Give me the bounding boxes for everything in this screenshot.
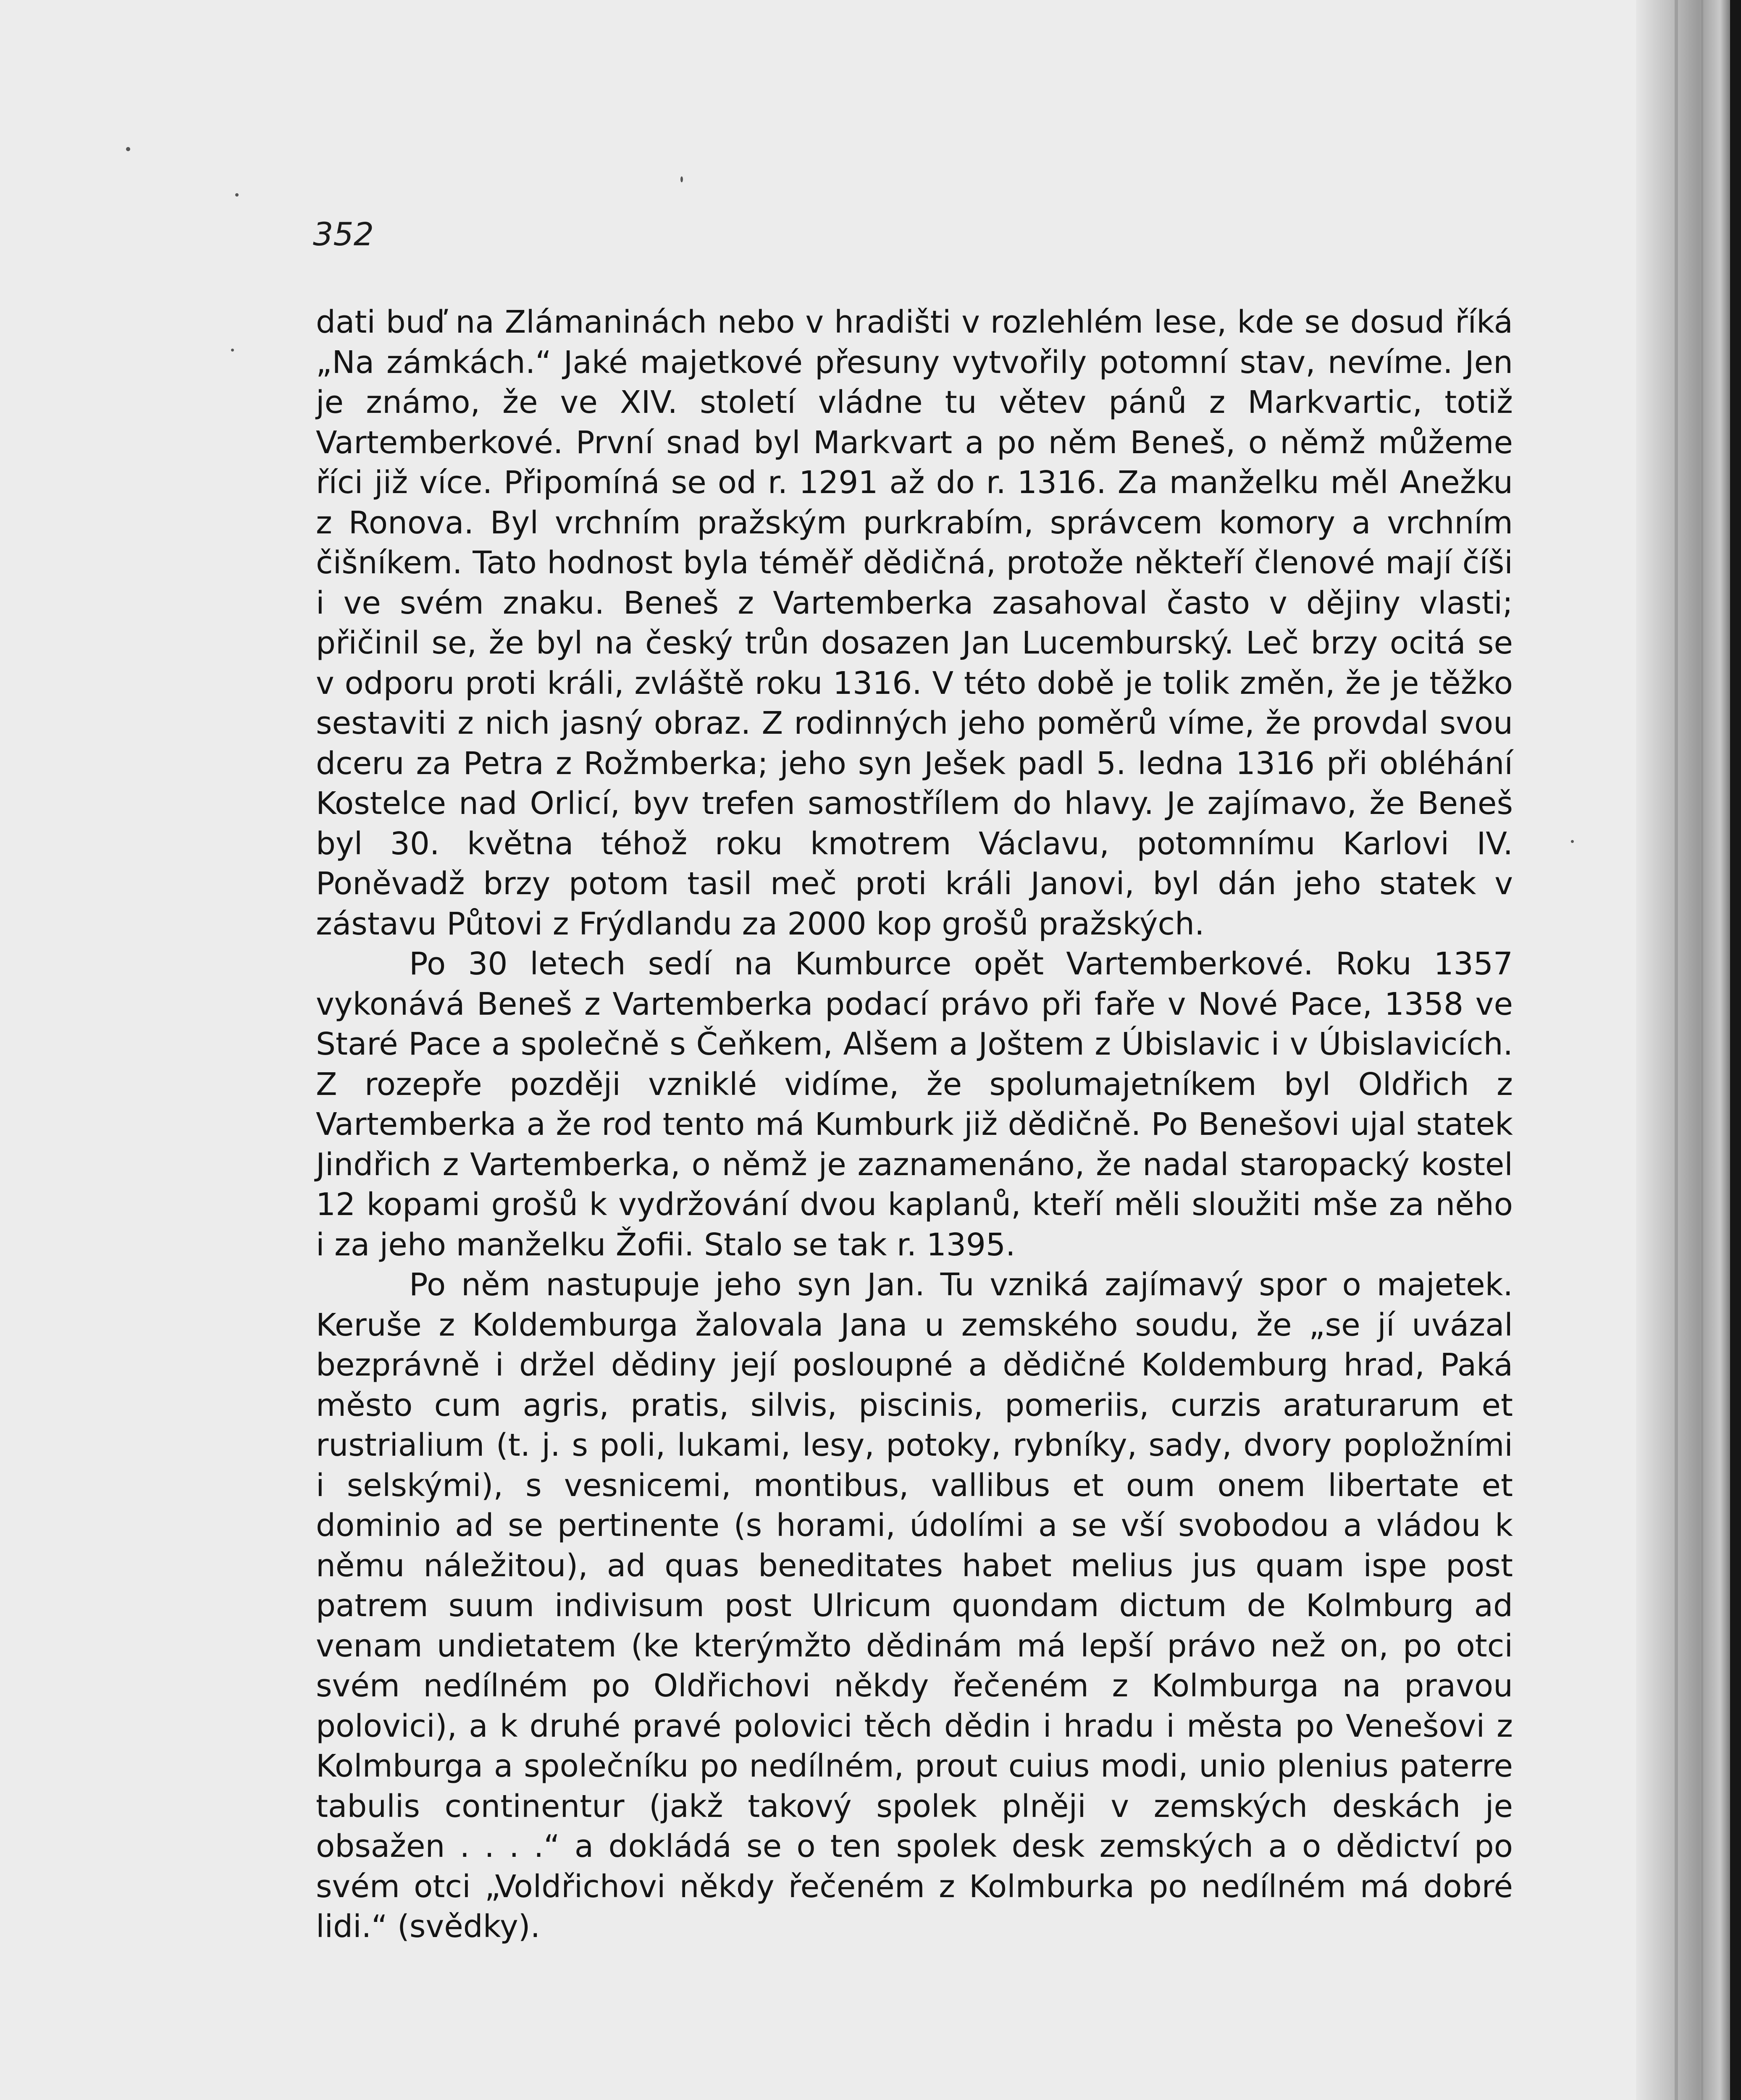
page-edge-shadow	[1636, 0, 1741, 2100]
page-edge-line	[1701, 0, 1703, 2100]
body-text	[316, 302, 1513, 1947]
dust-speck	[126, 147, 130, 151]
dust-speck	[231, 349, 234, 352]
paragraph: Po 30 letech sedí na Kumburce opět Vartemberkové. Roku 1357 vykonává Beneš z Vartemberka podací právo při faře v Nové Pace, 1358 ve Staré Pace a společně s Čeňkem, Alšem a Joštem z Úbislavic i v Úbislavicích. Z rozepře později vzniklé vidíme, že spolumajetníkem byl Oldřich z Vartemberka a že rod tento má Kumburk již dědičně. Po Benešovi ujal statek Jindřich z Vartemberka, o němž je zaznamenáno, že nadal staropacký kostel 12 kopami grošů k vydržování dvou kaplanů, kteří měli sloužiti mše za něho i za jeho manželku Žofii. Stalo se tak r. 1395.	[316, 946, 1513, 1263]
dust-speck	[1571, 840, 1574, 843]
dust-speck	[235, 193, 239, 197]
dust-speck	[680, 176, 683, 182]
page-edge-line	[1675, 0, 1678, 2100]
page-number: 352	[313, 215, 374, 253]
paragraph: dati buď na Zlámaninách nebo v hradišti v rozlehlém lese, kde se dosud říká „Na zámkách.“ Jaké majetkové přesuny vytvořily potomní stav, nevíme. Jen je známo, že ve XIV. století vládne tu větev pánů z Markvartic, totiž Vartemberkové. První snad byl Markvart a po něm Beneš, o němž můžeme říci již více. Připomíná se od r. 1291 až do r. 1316. Za manželku měl Anežku z Ronova. Byl vrchním pražským purkrabím, správcem komory a vrchním čišníkem. Tato hodnost byla téměř dědičná, protože někteří členové mají číši i ve svém znaku. Beneš z Vartemberka zasahoval často v dějiny vlasti; přičinil se, že byl na český trůn dosazen Jan Lucemburský. Leč brzy ocitá se v odporu proti králi, zvláště roku 1316. V této době je tolik změn, že je těžko sestaviti z nich jasný obraz. Z rodinných jeho poměrů víme, že provdal svou dceru za Petra z Rožmberka; jeho syn Ješek padl 5. ledna 1316 při obléhání Kostelce nad Orlicí, byv trefen samostřílem do hlavy. Je zajímavo, že Beneš byl 30. května téhož roku kmotrem Václavu, potomnímu Karlovi IV. Poněvadž brzy potom tasil meč proti králi Janovi, byl dán jeho statek v zástavu Půtovi z Frýdlandu za 2000 kop grošů pražských.	[316, 304, 1513, 942]
scan-border	[1730, 0, 1741, 2100]
paragraph: Po něm nastupuje jeho syn Jan. Tu vzniká zajímavý spor o majetek. Keruše z Koldemburga žalovala Jana u zemského soudu, že „se jí uvázal bezprávně i držel dědiny její posloupné a dědičné Koldemburg hrad, Paká město cum agris, pratis, silvis, piscinis, pomeriis, curzis araturarum et rustrialium (t. j. s poli, lukami, lesy, potoky, rybníky, sady, dvory popložními i selskými), s vesnicemi, montibus, vallibus et oum onem libertate et dominio ad se pertinente (s horami, údolími a se vší svobodou a vládou k němu náležitou), ad quas beneditates habet melius jus quam ispe post patrem suum indivisum post Ulricum quondam dictum de Kolmburg ad venam undietatem (ke kterýmžto dědinám má lepší právo než on, po otci svém nedílném po Oldřichovi někdy řečeném z Kolmburga na pravou polovici), a k druhé pravé polovici těch dědin i hradu i města po Venešovi z Kolmburga a společníku po nedílném, prout cuius modi, unio plenius paterre tabulis continentur (jakž takový spolek plněji v zemských deskách je obsažen . . . .“ a dokládá se o ten spolek desk zemských a o dědictví po svém otci „Voldřichovi někdy řečeném z Kolmburka po nedílném má dobré lidi.“ (svědky).	[316, 1267, 1513, 1945]
